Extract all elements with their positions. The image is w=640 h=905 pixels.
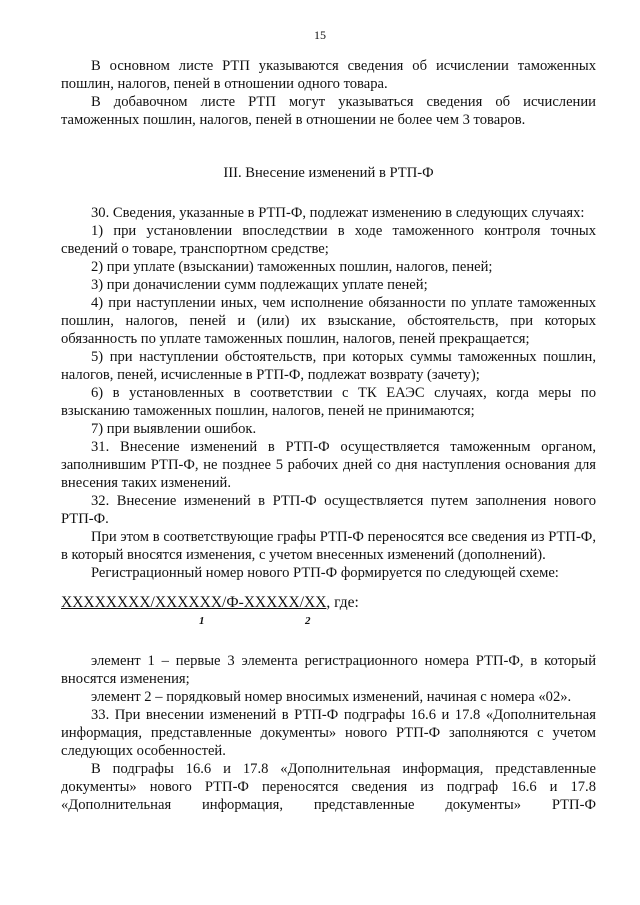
scheme-element-2: XX [304,594,327,611]
clause-30: 30. Сведения, указанные в РТП-Ф, подлежат изменению в следующих случаях: [91,205,585,221]
case-3: 3) при доначислении сумм подлежащих уплате пеней; [91,277,428,293]
clause-32: 32. Внесение изменений в РТП-Ф осуществляется путем заполнения нового РТП-Ф. [61,493,596,527]
case-5: 5) при наступлении обстоятельств, при которых суммы таможенных пошлин, налогов, пеней, исчисленные в РТП-Ф, подлежат возврату (зачету); [61,349,596,383]
clause-33: 33. При внесении изменений в РТП-Ф подграфы 16.6 и 17.8 «Дополнительная информация, представленные документы» нового РТП-Ф заполняются с учетом следующих особенностей. [61,707,596,759]
case-2: 2) при уплате (взыскании) таможенных пошлин, налогов, пеней; [91,259,493,275]
clause-33-subgraphs: В подграфы 16.6 и 17.8 «Дополнительная информация, представленные документы» нового РТП-Ф переносятся сведения из подграф 16.6 и 17.8 «Дополнительная информация, представленные документы» РТП-Ф [61,761,596,813]
case-4: 4) при наступлении иных, чем исполнение обязанности по уплате таможенных пошлин, налогов, пеней и (или) их взыскание, обстоятельств, при которых обязанность по уплате таможенных пошлин, налогов, пеней прекращается; [61,295,596,347]
scheme-marker-1: 1 [199,615,205,627]
registration-number-scheme [61,594,596,634]
scheme-suffix: , где: [326,594,359,611]
document-body [61,57,596,814]
page-number: 15 [314,28,326,42]
paragraph-additional-sheet: В добавочном листе РТП могут указываться сведения об исчислении таможенных пошлин, налогов, пеней в отношении не более чем 3 товаров. [61,94,596,128]
case-7: 7) при выявлении ошибок. [91,421,257,437]
scheme-marker-2: 2 [305,615,311,627]
case-1: 1) при установлении впоследствии в ходе таможенного контроля точных сведений о товаре, транспортном средстве; [61,223,596,257]
clause-31: 31. Внесение изменений в РТП-Ф осуществляется таможенным органом, заполнившим РТП-Ф, не позднее 5 рабочих дней со дня наступления основания для внесения таких изменений. [61,439,596,491]
clause-32-transfer: При этом в соответствующие графы РТП-Ф переносятся все сведения из РТП-Ф, в который вносятся изменения, с учетом внесенных изменений (дополнений). [61,529,596,563]
clause-32-scheme-intro: Регистрационный номер нового РТП-Ф формируется по следующей схеме: [91,565,559,581]
case-6: 6) в установленных в соответствии с ТК ЕАЭС случаях, когда меры по взысканию таможенных пошлин, налогов, пеней не принимаются; [61,385,596,419]
paragraph-main-sheet: В основном листе РТП указываются сведения об исчислении таможенных пошлин, налогов, пеней в отношении одного товара. [61,58,596,92]
section-heading: III. Внесение изменений в РТП-Ф [223,165,434,181]
scheme-element-1: XXXXXXXX/XXXXXX/Ф-XXXXX/ [61,594,305,611]
element-2-description: элемент 2 – порядковый номер вносимых изменений, начиная с номера «02». [91,689,572,705]
element-1-description: элемент 1 – первые 3 элемента регистрационного номера РТП-Ф, в который вносятся изменения; [61,653,596,687]
